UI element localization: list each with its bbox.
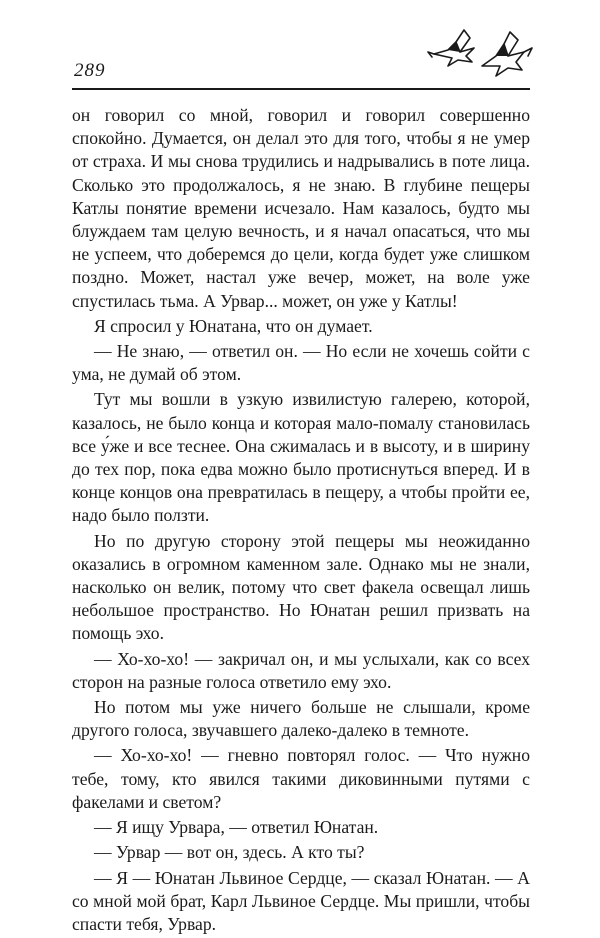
- paragraph: Я спросил у Юнатана, что он думает.: [94, 315, 373, 336]
- paragraph: он говорил со мной, говорил и говорил совершенно спокойно. Думается, он делал это для того, чтобы я не умер от страха. И мы снова трудились и надрывались в поте лица. Сколько это продолжалось, я не знаю. В глубине пещеры Катлы понятие времени исчезало. Нам казалось, будто мы блуждаем там целую вечность, и я начал опасаться, что мы не успеем, что доберемся до цели, когда будет уже слишком поздно. Может, настал уже вечер, может, на воле уже спустилась тьма. А Урвар... может, он уже у Катлы!: [72, 105, 530, 311]
- paragraph: — Урвар — вот он, здесь. А кто ты?: [94, 842, 365, 863]
- header-rule: [72, 88, 530, 90]
- paragraph: — Хо-хо-хо! — гневно повторял голос. — Что нужно тебе, тому, кто явился такими диковинными путями с факелами и светом?: [72, 745, 530, 812]
- paragraph: Но потом мы уже ничего больше не слышали, кроме другого голоса, звучавшего далеко-далеко в темноте.: [72, 697, 530, 741]
- paragraph: Но по другую сторону этой пещеры мы неожиданно оказались в огромном каменном зале. Однако мы не знали, насколько он велик, потому что свет факела освещал лишь небольшое пространство. Но Юнатан решил призвать на помощь эхо.: [72, 530, 530, 644]
- body-text: [72, 104, 530, 938]
- paragraph: — Я — Юнатан Львиное Сердце, — сказал Юнатан. — А со мной мой брат, Карл Львиное Сердце. Мы пришли, чтобы спасти тебя, Урвар.: [72, 867, 530, 934]
- birds-ornament-icon: [426, 26, 536, 88]
- page-number: 289: [74, 60, 106, 81]
- page-header: [72, 30, 530, 92]
- paragraph: — Хо-хо-хо! — закричал он, и мы услыхали, как со всех сторон на разные голоса ответило ему эхо.: [72, 648, 530, 692]
- paragraph: — Я ищу Урвара, — ответил Юнатан.: [94, 817, 379, 838]
- paragraph: — Не знаю, — ответил он. — Но если не хочешь сойти с ума, не думай об этом.: [72, 341, 530, 385]
- paragraph: Тут мы вошли в узкую извилистую галерею, которой, казалось, не было конца и которая мало-помалу становилась все у́же и все теснее. Она сжималась и в высоту, и в ширину до тех пор, пока едва можно было протиснуться вперед. И в конце концов она превратилась в пещеру, а чтобы пройти ее, надо было ползти.: [72, 389, 530, 526]
